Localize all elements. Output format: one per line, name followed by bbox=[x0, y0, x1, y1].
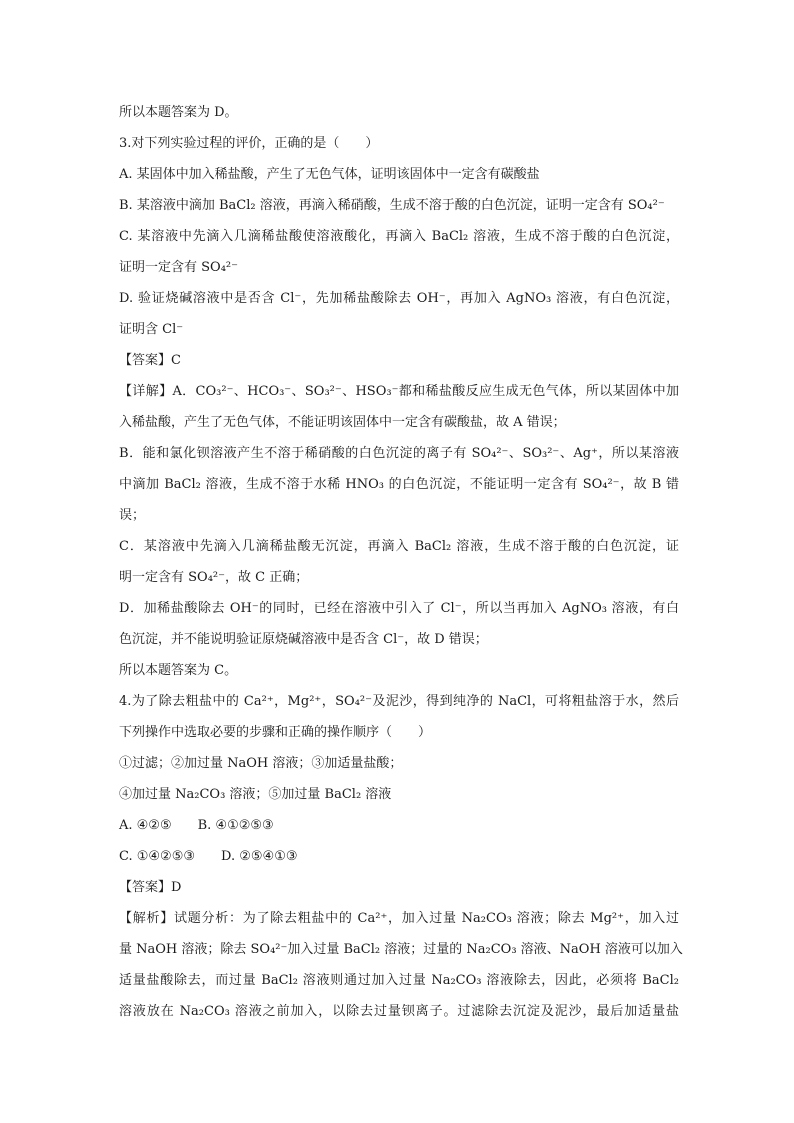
option-a: A. 某固体中加入稀盐酸，产生了无色气体，证明该固体中一定含有碳酸盐 bbox=[119, 167, 540, 182]
text-line: 所以本题答案为 C。 bbox=[119, 663, 238, 678]
explanation-line: 中滴加 BaCl₂ 溶液，生成不溶于水稀 HNO₃ 的白色沉淀，不能证明一定含有 SO₄²⁻，故 B 错 bbox=[119, 477, 679, 492]
explanation-line: 明一定含有 SO₄²⁻，故 C 正确； bbox=[119, 570, 309, 585]
analysis-line: 量 NaOH 溶液；除去 SO₄²⁻加入过量 BaCl₂ 溶液；过量的 Na₂CO₃ 溶液、NaOH 溶液可以加入 bbox=[119, 942, 683, 957]
analysis-line: 适量盐酸除去，而过量 BaCl₂ 溶液则通过加入过量 Na₂CO₃ 溶液除去，因此，必须将 BaCl₂ bbox=[119, 973, 679, 988]
text-line: 证明一定含有 SO₄²⁻ bbox=[119, 260, 238, 275]
explanation-line: D．加稀盐酸除去 OH⁻的同时，已经在溶液中引入了 Cl⁻，所以当再加入 AgNO₃ 溶液，有白 bbox=[119, 601, 679, 616]
text-line: 所以本题答案为 D。 bbox=[119, 105, 238, 120]
explanation-line: 误； bbox=[119, 508, 146, 523]
options-ab: A. ④②⑤ B. ④①②⑤③ bbox=[119, 818, 274, 833]
explanation-line: 【详解】A．CO₃²⁻、HCO₃⁻、SO₃²⁻、HSO₃⁻都和稀盐酸反应生成无色气体，所以某固体中加 bbox=[119, 384, 679, 399]
explanation-line: 色沉淀，并不能说明验证原烧碱溶液中是否含 Cl⁻，故 D 错误； bbox=[119, 632, 488, 647]
option-c: C. 某溶液中先滴入几滴稀盐酸使溶液酸化，再滴入 BaCl₂ 溶液，生成不溶于酸的白色沉淀， bbox=[119, 229, 679, 244]
text-line: 证明含 Cl⁻ bbox=[119, 322, 184, 337]
explanation-line: B．能和氯化钡溶液产生不溶于稀硝酸的白色沉淀的离子有 SO₄²⁻、SO₃²⁻、Ag⁺，所以某溶液 bbox=[119, 446, 679, 461]
analysis-line: 【解析】试题分析：为了除去粗盐中的 Ca²⁺，加入过量 Na₂CO₃ 溶液；除去 Mg²⁺，加入过 bbox=[119, 911, 679, 926]
question-4-stem: 4.为了除去粗盐中的 Ca²⁺，Mg²⁺，SO₄²⁻及泥沙，得到纯净的 NaCl，可将粗盐溶于水，然后 bbox=[119, 694, 679, 709]
analysis-line: 溶液放在 Na₂CO₃ 溶液之前加入，以除去过量钡离子。过滤除去沉淀及泥沙，最后加适量盐 bbox=[119, 1004, 679, 1019]
answer-label: 【答案】C bbox=[119, 353, 181, 368]
question-4-stem: 下列操作中选取必要的步骤和正确的操作顺序（ ） bbox=[119, 725, 432, 740]
explanation-line: C．某溶液中先滴入几滴稀盐酸无沉淀，再滴入 BaCl₂ 溶液，生成不溶于酸的白色沉淀，证 bbox=[119, 539, 679, 554]
option-d: D. 验证烧碱溶液中是否含 Cl⁻，先加稀盐酸除去 OH⁻，再加入 AgNO₃ 溶液，有白色沉淀， bbox=[119, 291, 679, 306]
options-cd: C. ①④②⑤③ D. ②⑤④①③ bbox=[119, 849, 298, 864]
explanation-line: 入稀盐酸，产生了无色气体，不能证明该固体中一定含有碳酸盐，故 A 错误； bbox=[119, 415, 566, 430]
steps-line: ①过滤；②加过量 NaOH 溶液；③加适量盐酸； bbox=[119, 756, 403, 771]
option-b: B. 某溶液中滴加 BaCl₂ 溶液，再滴入稀硝酸，生成不溶于酸的白色沉淀，证明一定含有 SO₄²⁻ bbox=[119, 198, 665, 213]
steps-line: ④加过量 Na₂CO₃ 溶液；⑤加过量 BaCl₂ 溶液 bbox=[119, 787, 392, 802]
answer-label: 【答案】D bbox=[119, 880, 182, 895]
question-3-stem: 3.对下列实验过程的评价，正确的是（ ） bbox=[119, 136, 379, 151]
